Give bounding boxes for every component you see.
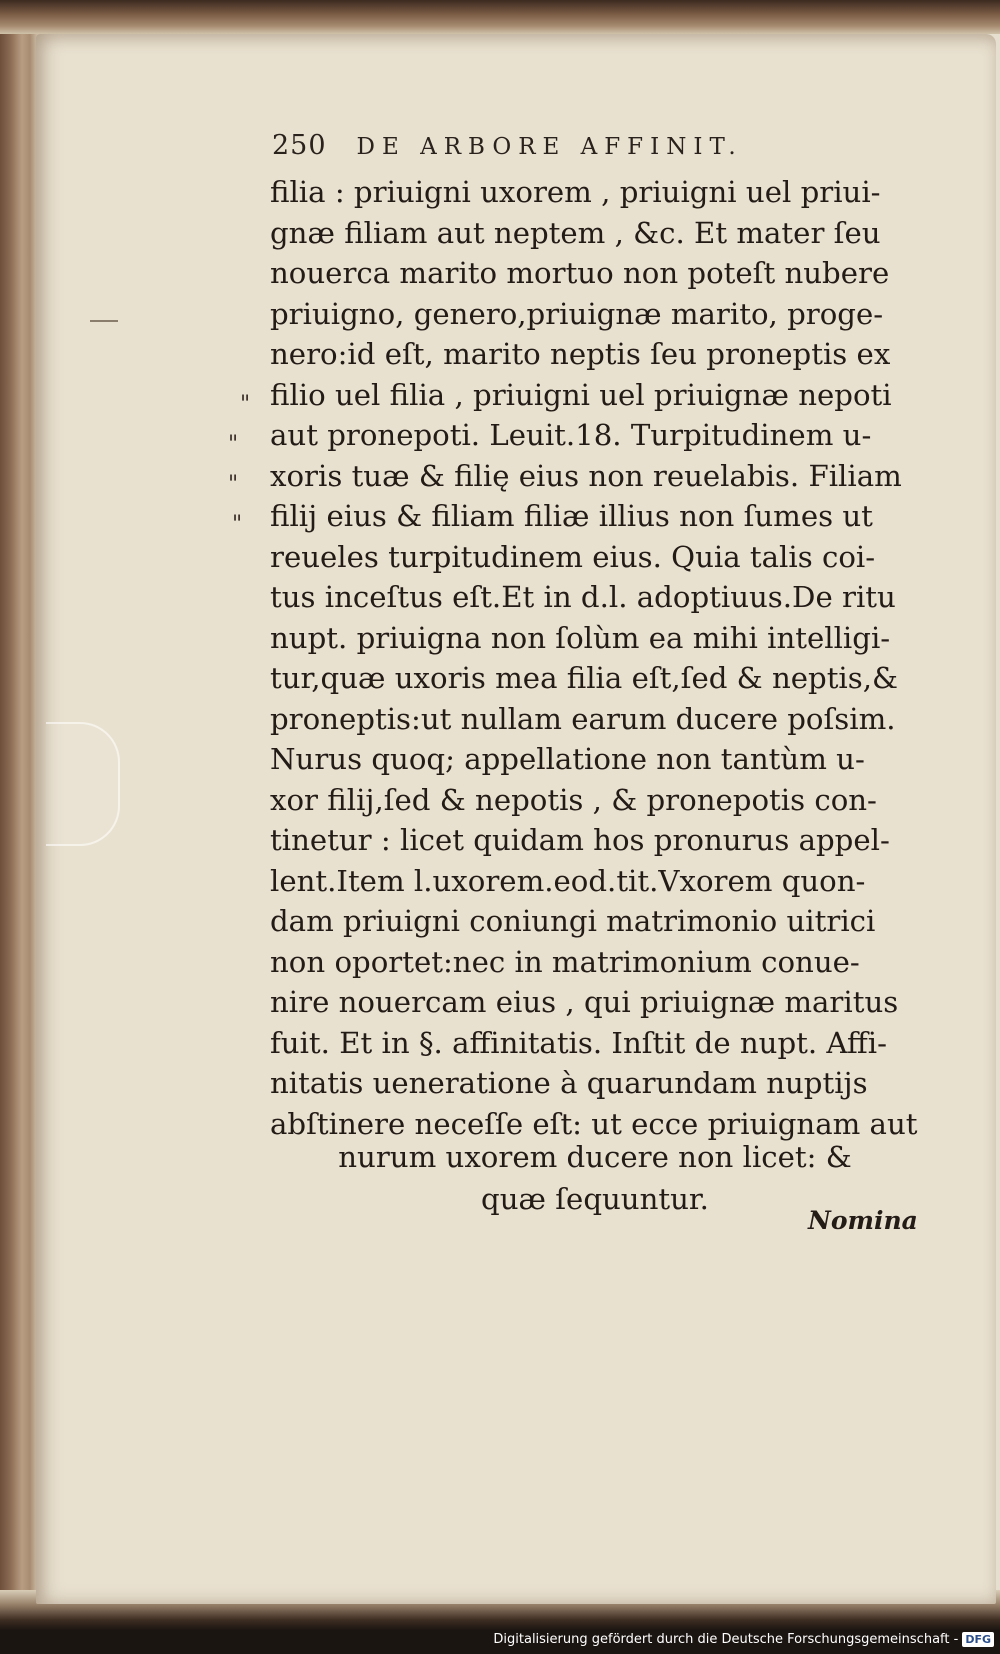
text-line: nitatis ueneratione à quarundam nuptijs bbox=[270, 1066, 868, 1100]
credit-text: Digitalisierung gefördert durch die Deutsche Forschungsgemeinschaft - bbox=[493, 1631, 959, 1647]
top-page-edge bbox=[0, 0, 1000, 34]
text-line: non oportet:nec in matrimonium conue- bbox=[270, 944, 860, 979]
margin-quote-mark: " bbox=[228, 432, 239, 457]
page-number: 250 bbox=[272, 130, 327, 161]
text-line: proneptis:ut nullam earum ducere poſsim. bbox=[270, 701, 896, 736]
dfg-logo: DFG bbox=[962, 1632, 994, 1647]
running-header bbox=[272, 130, 932, 174]
text-line: filia : priuigni uxorem , priuigni uel priui- bbox=[270, 175, 881, 209]
text-line: nire nouercam eius , qui priuignæ maritus bbox=[270, 985, 899, 1019]
text-line: abſtinere neceſſe eſt: ut ecce priuignam aut bbox=[270, 1106, 918, 1141]
text-line: Nurus quoq; appellatione non tantùm u- bbox=[270, 742, 865, 776]
margin-quote-mark: " bbox=[240, 392, 251, 417]
text-line: fuit. Et in §. affinitatis. Inſtit de nupt. Affi- bbox=[270, 1025, 887, 1060]
text-line: tur,quæ uxoris mea filia eſt,ſed & neptis,& bbox=[270, 661, 899, 695]
margin-dash bbox=[90, 320, 118, 322]
text-line: nupt. priuigna non ſolùm ea mihi intelligi- bbox=[270, 620, 891, 655]
page-tab-marker bbox=[46, 722, 120, 846]
body-text bbox=[270, 172, 920, 1144]
text-line: aut pronepoti. Leuit.18. Turpitudinem u- bbox=[270, 418, 872, 452]
text-line: lent.Item l.uxorem.eod.tit.Vxorem quon- bbox=[270, 863, 866, 898]
text-line: tinetur : licet quidam hos pronurus appel- bbox=[270, 823, 890, 857]
catchword: Nomina bbox=[808, 1206, 918, 1235]
closing-line-1: nurum uxorem ducere non licet: & bbox=[338, 1140, 852, 1174]
text-line: filij eius & filiam filiæ illius non ſumes ut bbox=[270, 499, 873, 533]
text-line: reueles turpitudinem eius. Quia talis coi- bbox=[270, 539, 876, 574]
text-line: gnæ filiam aut neptem , &c. Et mater ſeu bbox=[270, 215, 881, 250]
text-line: priuigno, genero,priuignæ marito, proge- bbox=[270, 296, 884, 331]
closing-line-2: quæ ſequuntur. bbox=[481, 1182, 709, 1216]
text-line: tus inceſtus eſt.Et in d.l. adoptiuus.De ritu bbox=[270, 580, 896, 614]
running-head-title: DE ARBORE AFFINIT. bbox=[356, 134, 743, 160]
margin-quote-mark: " bbox=[228, 472, 239, 497]
text-line: nouerca marito mortuo non poteſt nubere bbox=[270, 256, 890, 290]
text-line: filio uel filia , priuigni uel priuignæ nepoti bbox=[270, 377, 892, 412]
digitization-credit bbox=[493, 1628, 994, 1650]
text-line: xor filij,ſed & nepotis , & pronepotis con- bbox=[270, 782, 877, 817]
text-line: xoris tuæ & filię eius non reuelabis. Filiam bbox=[270, 458, 902, 493]
margin-quote-mark: " bbox=[232, 512, 243, 537]
text-line: dam priuigni coniungi matrimonio uitrici bbox=[270, 904, 876, 938]
text-line: nero:id eſt, marito neptis ſeu proneptis ex bbox=[270, 337, 891, 371]
